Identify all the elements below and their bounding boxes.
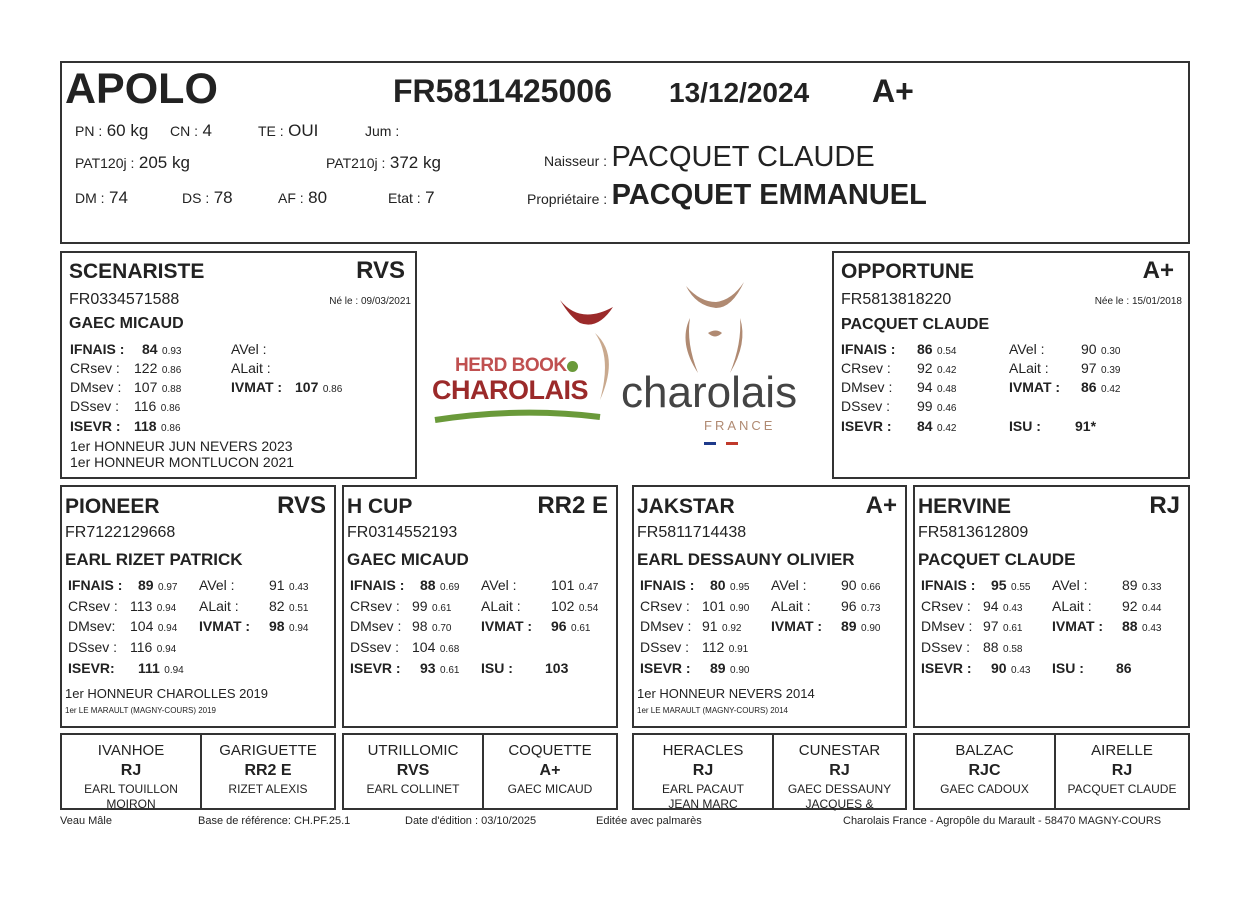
grandparent-name: HERVINE: [918, 495, 1011, 518]
dam-owner: PACQUET CLAUDE: [841, 316, 990, 333]
grandparent-dssev-label: DSsev :: [921, 639, 971, 655]
sire-crsev: 122 0.86: [134, 360, 182, 376]
grandparent-alait: 92 0.44: [1122, 598, 1162, 614]
sire-alait-label: ALait :: [231, 360, 271, 376]
dam-alait: 97 0.39: [1081, 360, 1121, 376]
great-grandparent-grade: RJC: [968, 762, 1001, 779]
animal-date: 13/12/2024: [669, 77, 810, 108]
grandparent-card: [60, 485, 336, 728]
grandparent-dmsev: 97 0.61: [983, 618, 1023, 634]
great-grandparent-grade: RJ: [692, 762, 714, 779]
charolais-main-text: charolais: [621, 368, 798, 417]
great-grandparent-pair: [632, 733, 907, 810]
jum-label: Jum :: [365, 123, 400, 139]
te-field: TE : OUI: [258, 121, 319, 140]
dam-ifnais: 86 0.54: [917, 341, 957, 357]
great-grandparent-grade: A+: [539, 762, 561, 779]
grandparent-isevr-label: ISEVR :: [921, 660, 972, 676]
grandparent-ivmat-label: IVMAT :: [1052, 618, 1104, 634]
naisseur-field: Naisseur : PACQUET CLAUDE: [544, 141, 875, 173]
sire-grade: RVS: [356, 257, 405, 284]
grandparent-palmares-2: 1er LE MARAULT (MAGNY-COURS) 2014: [637, 706, 789, 715]
great-grandparent-pair: [60, 733, 336, 810]
grandparent-owner: GAEC MICAUD: [347, 550, 469, 569]
great-grandparent-cell: [482, 735, 616, 808]
dam-id: FR5813818220: [841, 291, 952, 308]
dam-name: OPPORTUNE: [841, 260, 975, 283]
grandparent-alait-label: ALait :: [199, 598, 239, 614]
grandparent-id: FR5811714438: [637, 524, 747, 541]
great-grandparent-pair: [342, 733, 618, 810]
sire-dssev: 116 0.86: [134, 398, 181, 414]
grandparent-ivmat-label: IVMAT :: [481, 618, 533, 634]
dm-field: DM : 74: [75, 188, 128, 207]
grandparent-dmsev: 98 0.70: [412, 618, 452, 634]
sire-born: Né le : 09/03/2021: [329, 296, 411, 307]
grandparent-dmsev-label: DMsev :: [350, 618, 402, 634]
great-grandparent-grade: RJ: [1111, 762, 1133, 779]
grandparent-avel: 91 0.43: [269, 577, 309, 593]
great-grandparent-grade: RR2 E: [244, 762, 292, 779]
great-grandparent-owner-1: EARL COLLINET: [366, 782, 460, 796]
great-grandparent-cell: [200, 735, 334, 808]
grandparent-isevr: 93 0.61: [420, 660, 460, 676]
grandparent-id: FR0314552193: [347, 524, 458, 541]
grandparent-avel-label: AVel :: [1052, 577, 1088, 593]
grandparent-palmares-1: 1er HONNEUR NEVERS 2014: [637, 686, 815, 701]
grandparent-card: [913, 485, 1190, 728]
grandparent-alait-label: ALait :: [481, 598, 521, 614]
grandparent-avel: 101 0.47: [551, 577, 599, 593]
sire-ivmat: 107 0.86: [295, 379, 343, 395]
great-grandparent-owner-2: JACQUES &: [805, 797, 874, 811]
grandparent-dssev: 112 0.91: [702, 639, 749, 655]
grandparent-isevr-label: ISEVR:: [68, 660, 115, 676]
sire-palmares-2: 1er HONNEUR MONTLUCON 2021: [70, 454, 295, 470]
grandparent-isevr-label: ISEVR :: [640, 660, 691, 676]
pat120-field: PAT120j : 205 kg: [75, 153, 190, 172]
dam-isevr-label: ISEVR :: [841, 418, 892, 434]
grandparent-id: FR5813612809: [918, 524, 1029, 541]
great-grandparent-cell: [344, 735, 482, 808]
grandparent-id: FR7122129668: [65, 524, 176, 541]
sire-dmsev-label: DMsev :: [70, 379, 122, 395]
footer-edition: Date d'édition : 03/10/2025: [405, 815, 537, 827]
grandparent-palmares-1: 1er HONNEUR CHAROLLES 2019: [65, 686, 269, 701]
great-grandparent-cell: [1054, 735, 1188, 808]
animal-grade: A+: [872, 73, 914, 109]
grandparent-ivmat: 96 0.61: [551, 618, 591, 634]
pn-field: PN : 60 kg: [75, 121, 149, 140]
flag-blue: [704, 442, 716, 445]
sire-ifnais-label: IFNAIS :: [70, 341, 125, 357]
great-grandparent-owner-1: GAEC MICAUD: [507, 782, 593, 796]
grandparent-dssev: 104 0.68: [412, 639, 460, 655]
proprietaire-field: Propriétaire : PACQUET EMMANUEL: [527, 179, 927, 211]
dam-card: [832, 251, 1190, 479]
grandparent-dmsev: 91 0.92: [702, 618, 742, 634]
grandparent-crsev: 99 0.61: [412, 598, 452, 614]
grandparent-isu-label: ISU :: [1052, 660, 1084, 676]
grandparent-ifnais: 88 0.69: [420, 577, 460, 593]
great-grandparent-owner-1: RIZET ALEXIS: [228, 782, 308, 796]
dam-dmsev-label: DMsev :: [841, 379, 893, 395]
grandparent-crsev-label: CRsev :: [921, 598, 971, 614]
dam-alait-label: ALait :: [1009, 360, 1049, 376]
grandparent-dssev-label: DSsev :: [350, 639, 400, 655]
grandparent-crsev-label: CRsev :: [68, 598, 118, 614]
grandparent-isevr: 89 0.90: [710, 660, 750, 676]
grandparent-ifnais: 80 0.95: [710, 577, 750, 593]
grandparent-isevr: 90 0.43: [991, 660, 1031, 676]
herdbook-logo: [430, 295, 625, 425]
dam-crsev: 92 0.42: [917, 360, 957, 376]
great-grandparent-owner-2: JEAN MARC: [668, 797, 738, 811]
grandparent-crsev: 94 0.43: [983, 598, 1023, 614]
grandparent-ifnais-label: IFNAIS :: [640, 577, 695, 593]
grandparent-grade: RR2 E: [537, 492, 608, 519]
grandparent-alait: 96 0.73: [841, 598, 881, 614]
grandparent-ifnais: 95 0.55: [991, 577, 1031, 593]
grandparent-dmsev: 104 0.94: [130, 618, 178, 634]
great-grandparent-grade: RVS: [396, 762, 430, 779]
sire-crsev-label: CRsev :: [70, 360, 120, 376]
grandparent-alait-label: ALait :: [1052, 598, 1092, 614]
great-grandparent-owner-1: EARL PACAUT: [661, 782, 745, 796]
great-grandparent-owner-1: PACQUET CLAUDE: [1067, 782, 1177, 796]
grandparent-ifnais-label: IFNAIS :: [350, 577, 405, 593]
cn-field: CN : 4: [170, 121, 212, 140]
dam-ivmat-label: IVMAT :: [1009, 379, 1061, 395]
grandparent-isevr: 111 0.94: [138, 660, 184, 676]
grandparent-isu: 86: [1116, 660, 1132, 676]
grandparent-ivmat: 88 0.43: [1122, 618, 1162, 634]
grandparent-ivmat: 98 0.94: [269, 618, 309, 634]
flag-red: [726, 442, 738, 445]
animal-name: APOLO: [65, 65, 218, 113]
grandparent-dmsev-label: DMsev:: [68, 618, 116, 634]
footer-sex: Veau Mâle: [60, 815, 112, 827]
dam-grade: A+: [1142, 257, 1174, 284]
sire-dssev-label: DSsev :: [70, 398, 120, 414]
grandparent-alait-label: ALait :: [771, 598, 811, 614]
grandparent-isu: 103: [545, 660, 569, 676]
great-grandparent-owner-1: EARL TOUILLON: [84, 782, 178, 796]
sire-owner: GAEC MICAUD: [69, 315, 184, 332]
etat-field: Etat : 7: [388, 188, 435, 207]
grandparent-avel-label: AVel :: [771, 577, 807, 593]
great-grandparent-pair: [913, 733, 1190, 810]
grandparent-owner: EARL RIZET PATRICK: [65, 550, 243, 569]
grandparent-dssev: 88 0.58: [983, 639, 1023, 655]
great-grandparent-grade: RJ: [120, 762, 142, 779]
dam-dssev-label: DSsev :: [841, 398, 891, 414]
grandparent-ivmat: 89 0.90: [841, 618, 881, 634]
great-grandparent-owner-1: GAEC DESSAUNY: [787, 782, 892, 796]
grandparent-palmares-2: 1er LE MARAULT (MAGNY-COURS) 2019: [65, 706, 217, 715]
grandparent-isevr-label: ISEVR :: [350, 660, 401, 676]
sire-ivmat-label: IVMAT :: [231, 379, 283, 395]
grandparent-crsev-label: CRsev :: [350, 598, 400, 614]
grandparent-ivmat-label: IVMAT :: [199, 618, 251, 634]
grandparent-grade: A+: [865, 492, 897, 519]
grandparent-crsev: 101 0.90: [702, 598, 750, 614]
pat210-field: PAT210j : 372 kg: [326, 153, 441, 172]
sire-avel-label: AVel :: [231, 341, 267, 357]
footer-base: Base de référence: CH.PF.25.1: [198, 815, 351, 827]
grandparent-grade: RJ: [1149, 492, 1180, 519]
grandparent-ifnais: 89 0.97: [138, 577, 178, 593]
grandparent-ifnais-label: IFNAIS :: [921, 577, 976, 593]
great-grandparent-name: IVANHOE: [97, 742, 165, 759]
dam-isu-label: ISU :: [1009, 418, 1041, 434]
grandparent-card: [632, 485, 907, 728]
grandparent-alait: 82 0.51: [269, 598, 309, 614]
naisseur-value: PACQUET CLAUDE: [611, 141, 875, 173]
grandparent-ifnais-label: IFNAIS :: [68, 577, 123, 593]
grandparent-crsev: 113 0.94: [130, 598, 177, 614]
af-field: AF : 80: [278, 188, 328, 207]
grandparent-ivmat-label: IVMAT :: [771, 618, 823, 634]
charolais-sub-text: FRANCE: [704, 418, 776, 433]
great-grandparent-name: UTRILLOMIC: [367, 742, 459, 759]
great-grandparent-owner-2: MOIRON: [106, 797, 156, 811]
herdbook-dot: [567, 361, 578, 372]
dam-avel: 90 0.30: [1081, 341, 1121, 357]
sire-ifnais: 84 0.93: [142, 341, 182, 357]
great-grandparent-name: CUNESTAR: [798, 742, 881, 759]
dam-dmsev: 94 0.48: [917, 379, 957, 395]
great-grandparent-cell: [634, 735, 772, 811]
grandparent-avel: 89 0.33: [1122, 577, 1162, 593]
dam-crsev-label: CRsev :: [841, 360, 891, 376]
great-grandparent-owner-1: GAEC CADOUX: [940, 782, 1029, 796]
great-grandparent-name: BALZAC: [955, 742, 1014, 759]
grandparent-dmsev-label: DMsev :: [640, 618, 692, 634]
grandparent-name: PIONEER: [65, 495, 160, 518]
grandparent-avel: 90 0.66: [841, 577, 881, 593]
sire-name: SCENARISTE: [69, 260, 205, 283]
great-grandparent-cell: [772, 735, 905, 811]
grandparent-dssev: 116 0.94: [130, 639, 177, 655]
great-grandparent-name: COQUETTE: [508, 742, 592, 759]
dam-isu: 91*: [1075, 418, 1097, 434]
sire-dmsev: 107 0.88: [134, 379, 182, 395]
grandparent-avel-label: AVel :: [481, 577, 517, 593]
proprietaire-value: PACQUET EMMANUEL: [611, 179, 927, 211]
grandparent-avel-label: AVel :: [199, 577, 235, 593]
sire-card: [60, 251, 417, 479]
charolais-horns-icon: [620, 278, 825, 378]
grandparent-dmsev-label: DMsev :: [921, 618, 973, 634]
charolais-france-logo: [620, 278, 825, 453]
footer-palmares: Editée avec palmarès: [596, 815, 702, 827]
grandparent-owner: EARL DESSAUNY OLIVIER: [637, 550, 855, 569]
grandparent-crsev-label: CRsev :: [640, 598, 690, 614]
sire-isevr: 118 0.86: [134, 418, 181, 434]
sire-palmares-1: 1er HONNEUR JUN NEVERS 2023: [70, 438, 293, 454]
animal-id: FR5811425006: [393, 73, 612, 109]
footer-organisation: Charolais France - Agropôle du Marault - 58470 MAGNY-COURS: [843, 815, 1162, 827]
grandparent-grade: RVS: [277, 492, 326, 519]
grandparent-name: H CUP: [347, 495, 413, 518]
dam-ifnais-label: IFNAIS :: [841, 341, 896, 357]
grandparent-dssev-label: DSsev :: [68, 639, 118, 655]
great-grandparent-name: GARIGUETTE: [219, 742, 317, 759]
dam-avel-label: AVel :: [1009, 341, 1045, 357]
grandparent-card: [342, 485, 618, 728]
great-grandparent-grade: RJ: [829, 762, 850, 779]
dam-isevr: 84 0.42: [917, 418, 957, 434]
dam-dssev: 99 0.46: [917, 398, 957, 414]
herdbook-main-text: CHAROLAIS: [432, 375, 588, 405]
herdbook-top-text: HERD BOOK: [455, 355, 567, 376]
dam-ivmat: 86 0.42: [1081, 379, 1121, 395]
great-grandparent-cell: [62, 735, 200, 811]
dam-born: Née le : 15/01/2018: [1094, 296, 1182, 307]
great-grandparent-name: HERACLES: [662, 742, 744, 759]
great-grandparent-name: AIRELLE: [1091, 742, 1153, 759]
grandparent-alait: 102 0.54: [551, 598, 599, 614]
grandparent-owner: PACQUET CLAUDE: [918, 550, 1076, 569]
animal-header: [60, 61, 1190, 244]
grandparent-isu-label: ISU :: [481, 660, 513, 676]
sire-isevr-label: ISEVR :: [70, 418, 121, 434]
great-grandparent-cell: [915, 735, 1054, 808]
sire-id: FR0334571588: [69, 291, 180, 308]
ds-field: DS : 78: [182, 188, 233, 207]
grandparent-dssev-label: DSsev :: [640, 639, 690, 655]
grandparent-name: JAKSTAR: [637, 495, 735, 518]
